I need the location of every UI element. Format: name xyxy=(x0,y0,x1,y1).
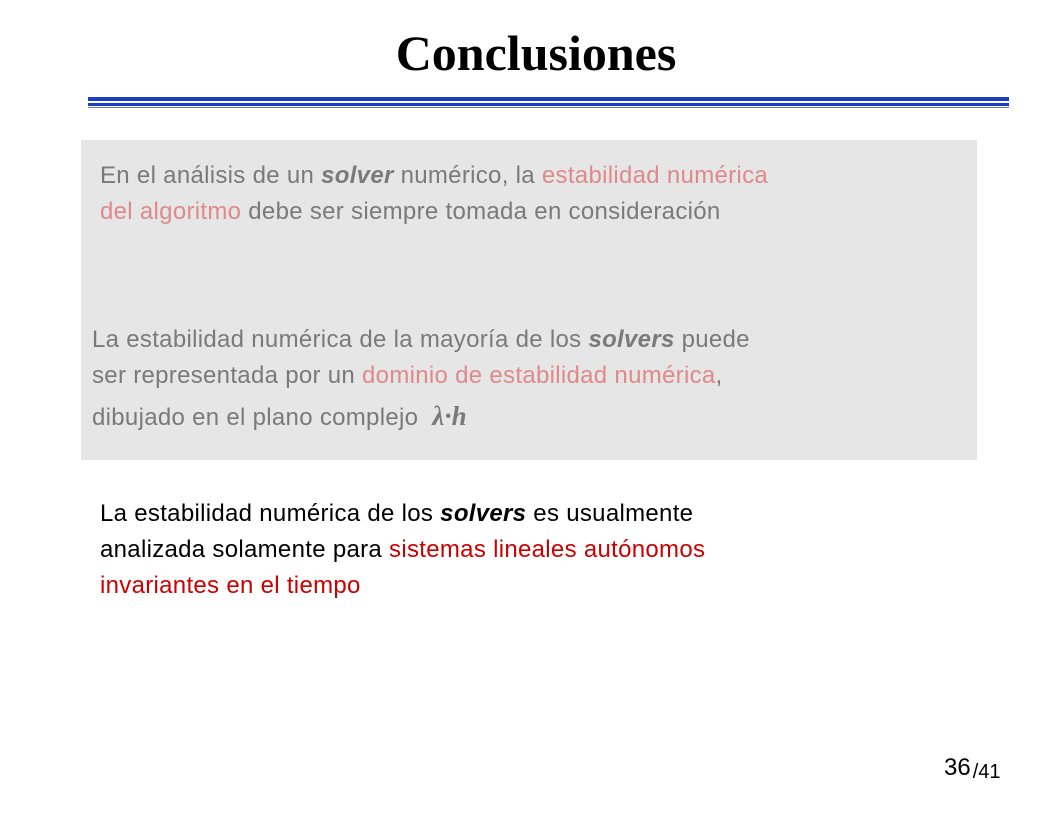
page-current: 36 xyxy=(944,754,971,781)
emphasis-solver: solver xyxy=(321,162,394,189)
highlight-invariantes: invariantes en el tiempo xyxy=(100,572,361,599)
slide-title: Conclusiones xyxy=(395,25,677,81)
emphasis-solvers-2: solvers xyxy=(440,500,527,527)
page-number xyxy=(944,754,1001,783)
highlight-algoritmo: del algoritmo xyxy=(100,198,242,225)
conclusion-paragraph-2: La estabilidad numérica de la mayoría de los solvers puede ser representada por un dominio de estabilidad numérica, dibujado en el plano complejo λ·h xyxy=(92,326,750,431)
emphasis-solvers: solvers xyxy=(588,326,675,353)
highlight-estabilidad: estabilidad numérica xyxy=(541,162,769,189)
title-divider xyxy=(88,97,1009,109)
page-total: /41 xyxy=(972,761,1001,783)
lambda-h-symbol: λ·h xyxy=(432,401,467,431)
highlight-dominio: dominio de estabilidad numérica xyxy=(362,362,716,389)
conclusion-paragraph-3: La estabilidad numérica de los solvers es usualmente analizada solamente para sistemas lineales autónomos invariantes en el tiempo xyxy=(100,500,706,599)
highlight-sistemas: sistemas lineales autónomos xyxy=(389,536,706,563)
conclusion-paragraph-1: En el análisis de un solver numérico, la estabilidad numérica del algoritmo debe ser siempre tomada en consideración xyxy=(100,162,769,225)
